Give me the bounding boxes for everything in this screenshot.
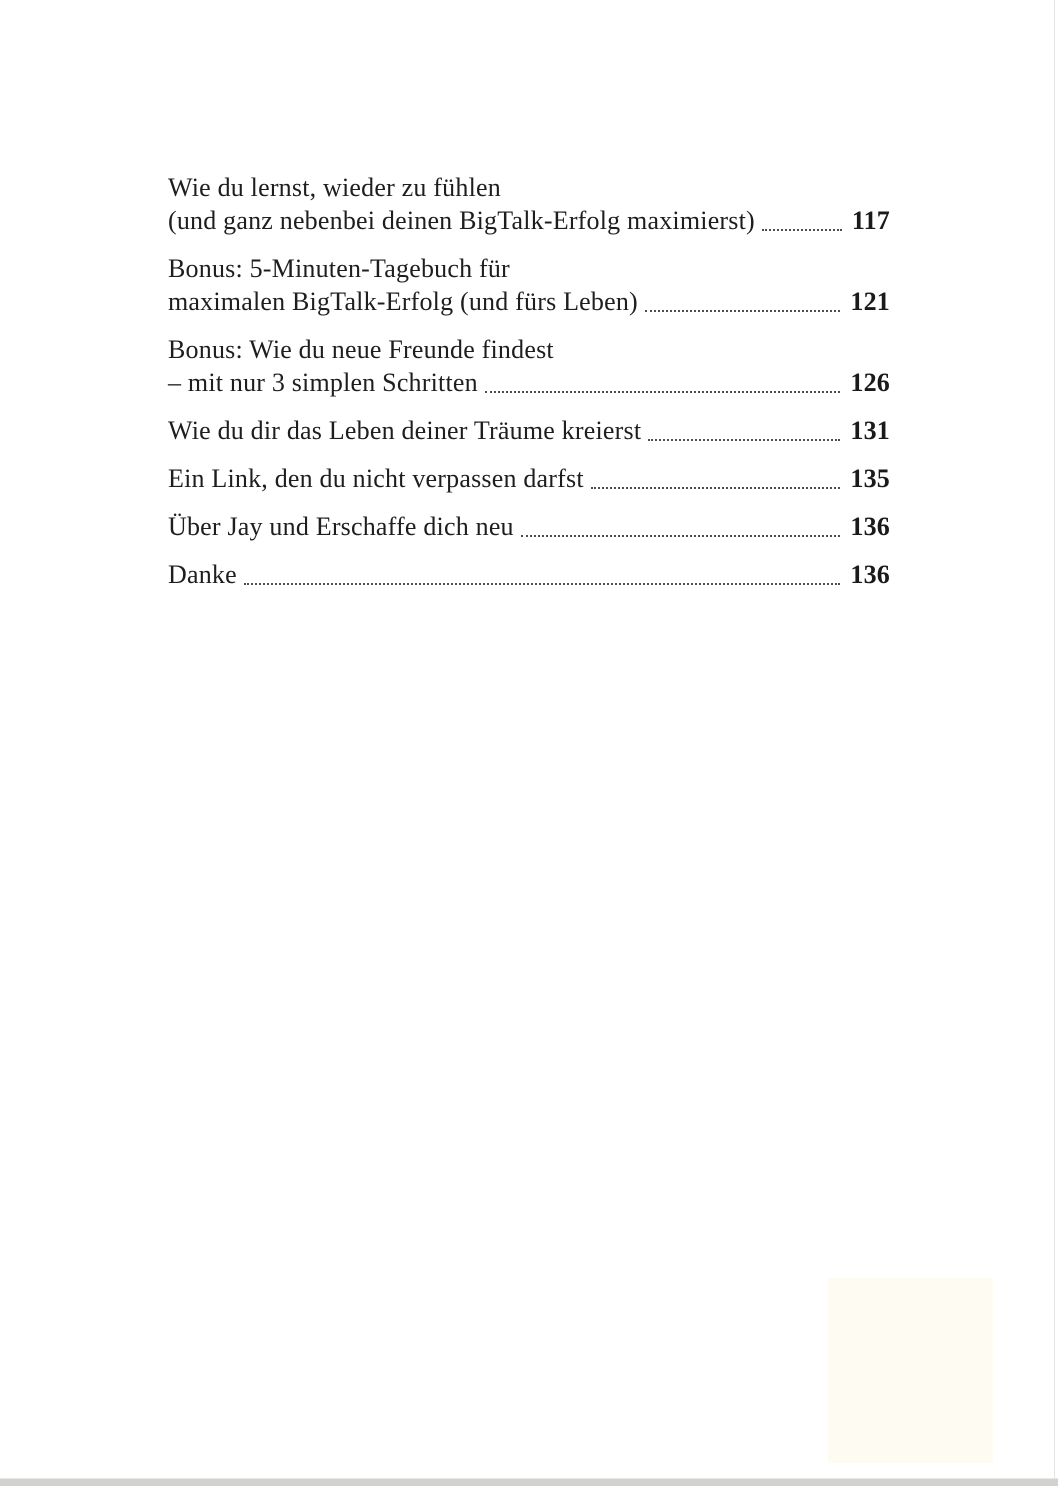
page-number: 121 xyxy=(850,287,890,316)
table-of-contents xyxy=(168,171,890,606)
page-number: 135 xyxy=(850,464,890,493)
dot-leader xyxy=(762,204,842,231)
toc-entry-title-line: Bonus: Wie du neue Freunde findest xyxy=(168,335,554,364)
toc-entry-leader-row xyxy=(168,285,890,318)
toc-entry-leader-row xyxy=(168,366,890,399)
page-number: 136 xyxy=(850,512,890,541)
toc-entry[interactable] xyxy=(168,252,890,318)
toc-entry-title: Danke xyxy=(168,560,237,589)
toc-entry-leader-row xyxy=(168,414,890,447)
paper-tint-patch xyxy=(828,1278,993,1463)
dot-leader xyxy=(244,558,841,585)
toc-entry-leader-row xyxy=(168,558,890,591)
dot-leader xyxy=(648,414,840,441)
page-number: 117 xyxy=(851,206,890,235)
toc-entry[interactable] xyxy=(168,510,890,543)
toc-entry-title: Über Jay und Erschaffe dich neu xyxy=(168,512,514,541)
toc-entry-subtitle: (und ganz nebenbei deinen BigTalk-Erfolg maximierst) xyxy=(168,206,755,235)
toc-entry[interactable] xyxy=(168,171,890,237)
toc-entry-subtitle: – mit nur 3 simplen Schritten xyxy=(168,368,478,397)
toc-entry-title-line: Bonus: 5-Minuten-Tagebuch für xyxy=(168,254,510,283)
toc-entry-leader-row xyxy=(168,462,890,495)
toc-entry-title-line: Wie du lernst, wieder zu fühlen xyxy=(168,173,501,202)
toc-entry[interactable] xyxy=(168,558,890,591)
page-edge-line xyxy=(1054,0,1055,1479)
dot-leader xyxy=(521,510,841,537)
toc-entry-title: Wie du dir das Leben deiner Träume kreierst xyxy=(168,416,642,445)
dot-leader xyxy=(645,285,840,312)
page-number: 136 xyxy=(850,560,890,589)
dot-leader xyxy=(485,366,841,393)
toc-entry-title: Ein Link, den du nicht verpassen darfst xyxy=(168,464,584,493)
toc-entry[interactable] xyxy=(168,414,890,447)
toc-entry-leader-row xyxy=(168,510,890,543)
toc-entry[interactable] xyxy=(168,333,890,399)
page-number: 126 xyxy=(850,368,890,397)
toc-entry-subtitle: maximalen BigTalk-Erfolg (und fürs Leben) xyxy=(168,287,638,316)
toc-entry[interactable] xyxy=(168,462,890,495)
viewer-bottom-edge xyxy=(0,1478,1058,1486)
page-number: 131 xyxy=(850,416,890,445)
toc-entry-leader-row xyxy=(168,204,890,237)
dot-leader xyxy=(591,462,841,489)
